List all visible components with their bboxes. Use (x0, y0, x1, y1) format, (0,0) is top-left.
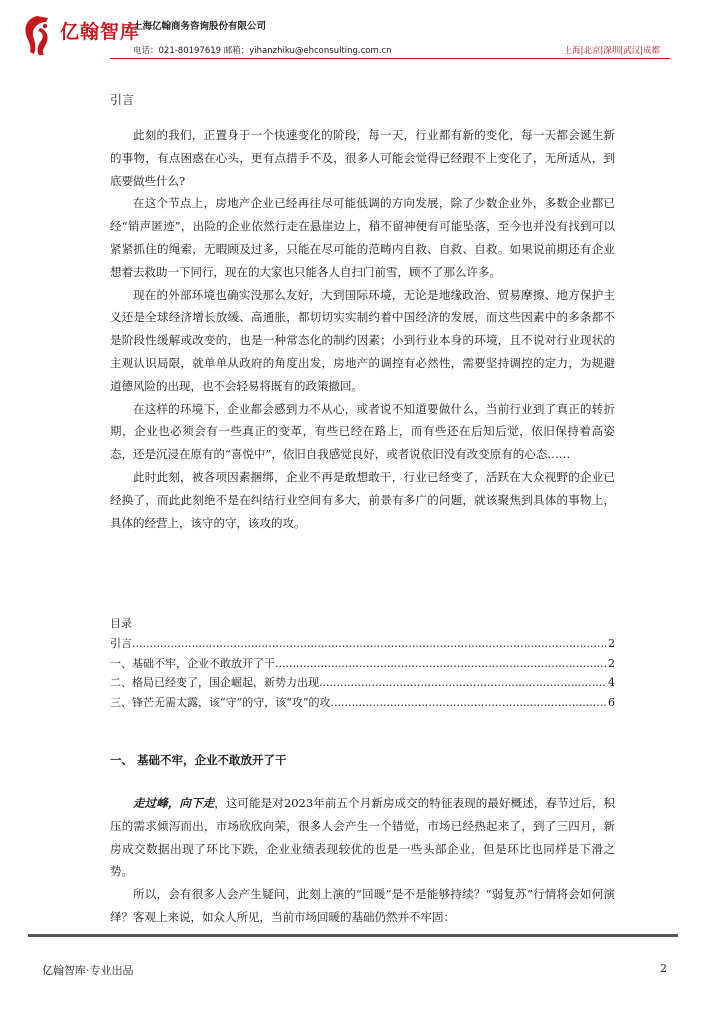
toc-entry-label: 二、格局已经变了，国企崛起，新势力出现 (110, 676, 319, 689)
section1-body (110, 792, 615, 929)
yihan-logo-icon (20, 14, 54, 56)
page-number: 2 (660, 962, 667, 975)
toc-entry-label: 引言 (110, 637, 132, 650)
company-name: 上海亿翰商务咨询股份有限公司 (133, 21, 267, 32)
toc-leader (275, 654, 606, 674)
toc-entry-page: 2 (608, 656, 615, 670)
intro-title: 引言 (110, 93, 135, 107)
brand-name: 亿翰智库 (60, 21, 141, 43)
intro-paragraph: 此时此刻，被各项因素捆绑，企业不再是敢想敢干，行业已经变了，活跃在大众视野的企业已经换了，而此此刻绝不是在纠结行业空间有多大，前景有多广的问题，就该聚焦到具体的事物上，具体的经营上，该守的守，该攻的攻。 (110, 469, 615, 530)
intro-paragraph: 此刻的我们，正置身于一个快速变化的阶段，每一天，行业都有新的变化，每一天都会诞生新的事物，有点困惑在心头，更有点措手不及，很多人可能会觉得已经跟不上变化了，无所适从，到底要做些什么? (110, 128, 615, 188)
section1-paragraph: 所以，会有很多人会产生疑问，此刻上演的“回暖”是不是能够持续？“弱复苏”行情将会如何演绎？客观上来说，如众人所见，当前市场回暖的基础仍然并不牢固： (110, 887, 615, 924)
toc-entry[interactable] (110, 634, 615, 654)
toc-leader (319, 673, 606, 693)
toc-leader (132, 634, 606, 654)
section1-paragraph-text: ，这可能是对2023年前五个月新房成交的特征表现的最好概述，春节过后，积压的需求倾泻而出，市场欣欣向荣，很多人会产生一个错觉，市场已经热起来了，到了三四月，新房成交数据出现了环比下跌，企业业绩表现较优的也是一些头部企业，但是环比也同样是下滑之势。 (110, 796, 616, 879)
footer-divider (28, 934, 678, 937)
toc-entry[interactable] (110, 654, 615, 674)
page-header (0, 0, 724, 70)
header-divider (110, 58, 670, 59)
toc-entry-label: 三、锋芒无需太露，该“守”的守，该“攻”的攻 (110, 695, 331, 709)
intro-paragraph: 在这样的环境下，企业都会感到力不从心，或者说不知道要做什么，当前行业到了真正的转折期，企业也必须会有一些真正的变革，有些已经在路上，而有些还在后知后觉，依旧保持着高姿态，还是沉浸在原有的“喜悦中”，依旧自我感觉良好，或者说依旧没有改变原有的心态…… (110, 401, 615, 462)
section1-title: 一、 基础不牢，企业不敢放开了干 (110, 753, 287, 767)
section1-paragraph (110, 792, 615, 883)
table-of-contents (110, 614, 615, 712)
intro-paragraph: 在这个节点上，房地产企业已经再往尽可能低调的方向发展，除了少数企业外，多数企业都已经“销声匿迹”，出险的企业依然行走在悬崖边上，稍不留神便有可能坠落，至今也并没有找到可以紧紧抓住的绳索，无暇顾及过多，只能在尽可能的范畴内自救、自救、自救。如果说前期还有企业想着去救助一下同行，现在的大家也只能各人自扫门前雪，顾不了那么许多。 (110, 196, 615, 279)
toc-title: 目录 (110, 617, 132, 630)
intro-body (110, 124, 615, 534)
footer-brand: 亿翰智库·专业出品 (42, 964, 134, 977)
toc-entry[interactable] (110, 673, 615, 693)
intro-paragraph: 现在的外部环境也确实没那么友好，大到国际环境，无论是地缘政治、贸易摩擦、地方保护主义还是全球经济增长放缓、高通胀，都切切实实制约着中国经济的发展，而这些因素中的多条都不是阶段性缓解或改变的，也是一种常态化的制约因素；小到行业本身的环境，且不说对行业现状的主观认识局限，就单单从政府的角度出发，房地产的调控有必然性，需要坚持调控的定力，为规避道德风险的出现，也不会轻易将既有的政策撤回。 (110, 287, 615, 393)
office-cities: 上海|北京|深圳|武汉|成都 (563, 46, 660, 56)
toc-entry-page: 4 (608, 676, 615, 689)
toc-entry-page: 2 (608, 637, 615, 650)
contact-info: 电话：021-80197619 邮箱：yihanzhiku@ehconsulting.com.cn (133, 46, 392, 56)
toc-entry-label: 一、基础不牢，企业不敢放开了干 (110, 656, 275, 670)
toc-leader (331, 693, 607, 713)
toc-entry-page: 6 (608, 695, 615, 709)
section1-lead: 走过峰，向下走 (133, 796, 215, 810)
toc-entry[interactable] (110, 693, 615, 713)
